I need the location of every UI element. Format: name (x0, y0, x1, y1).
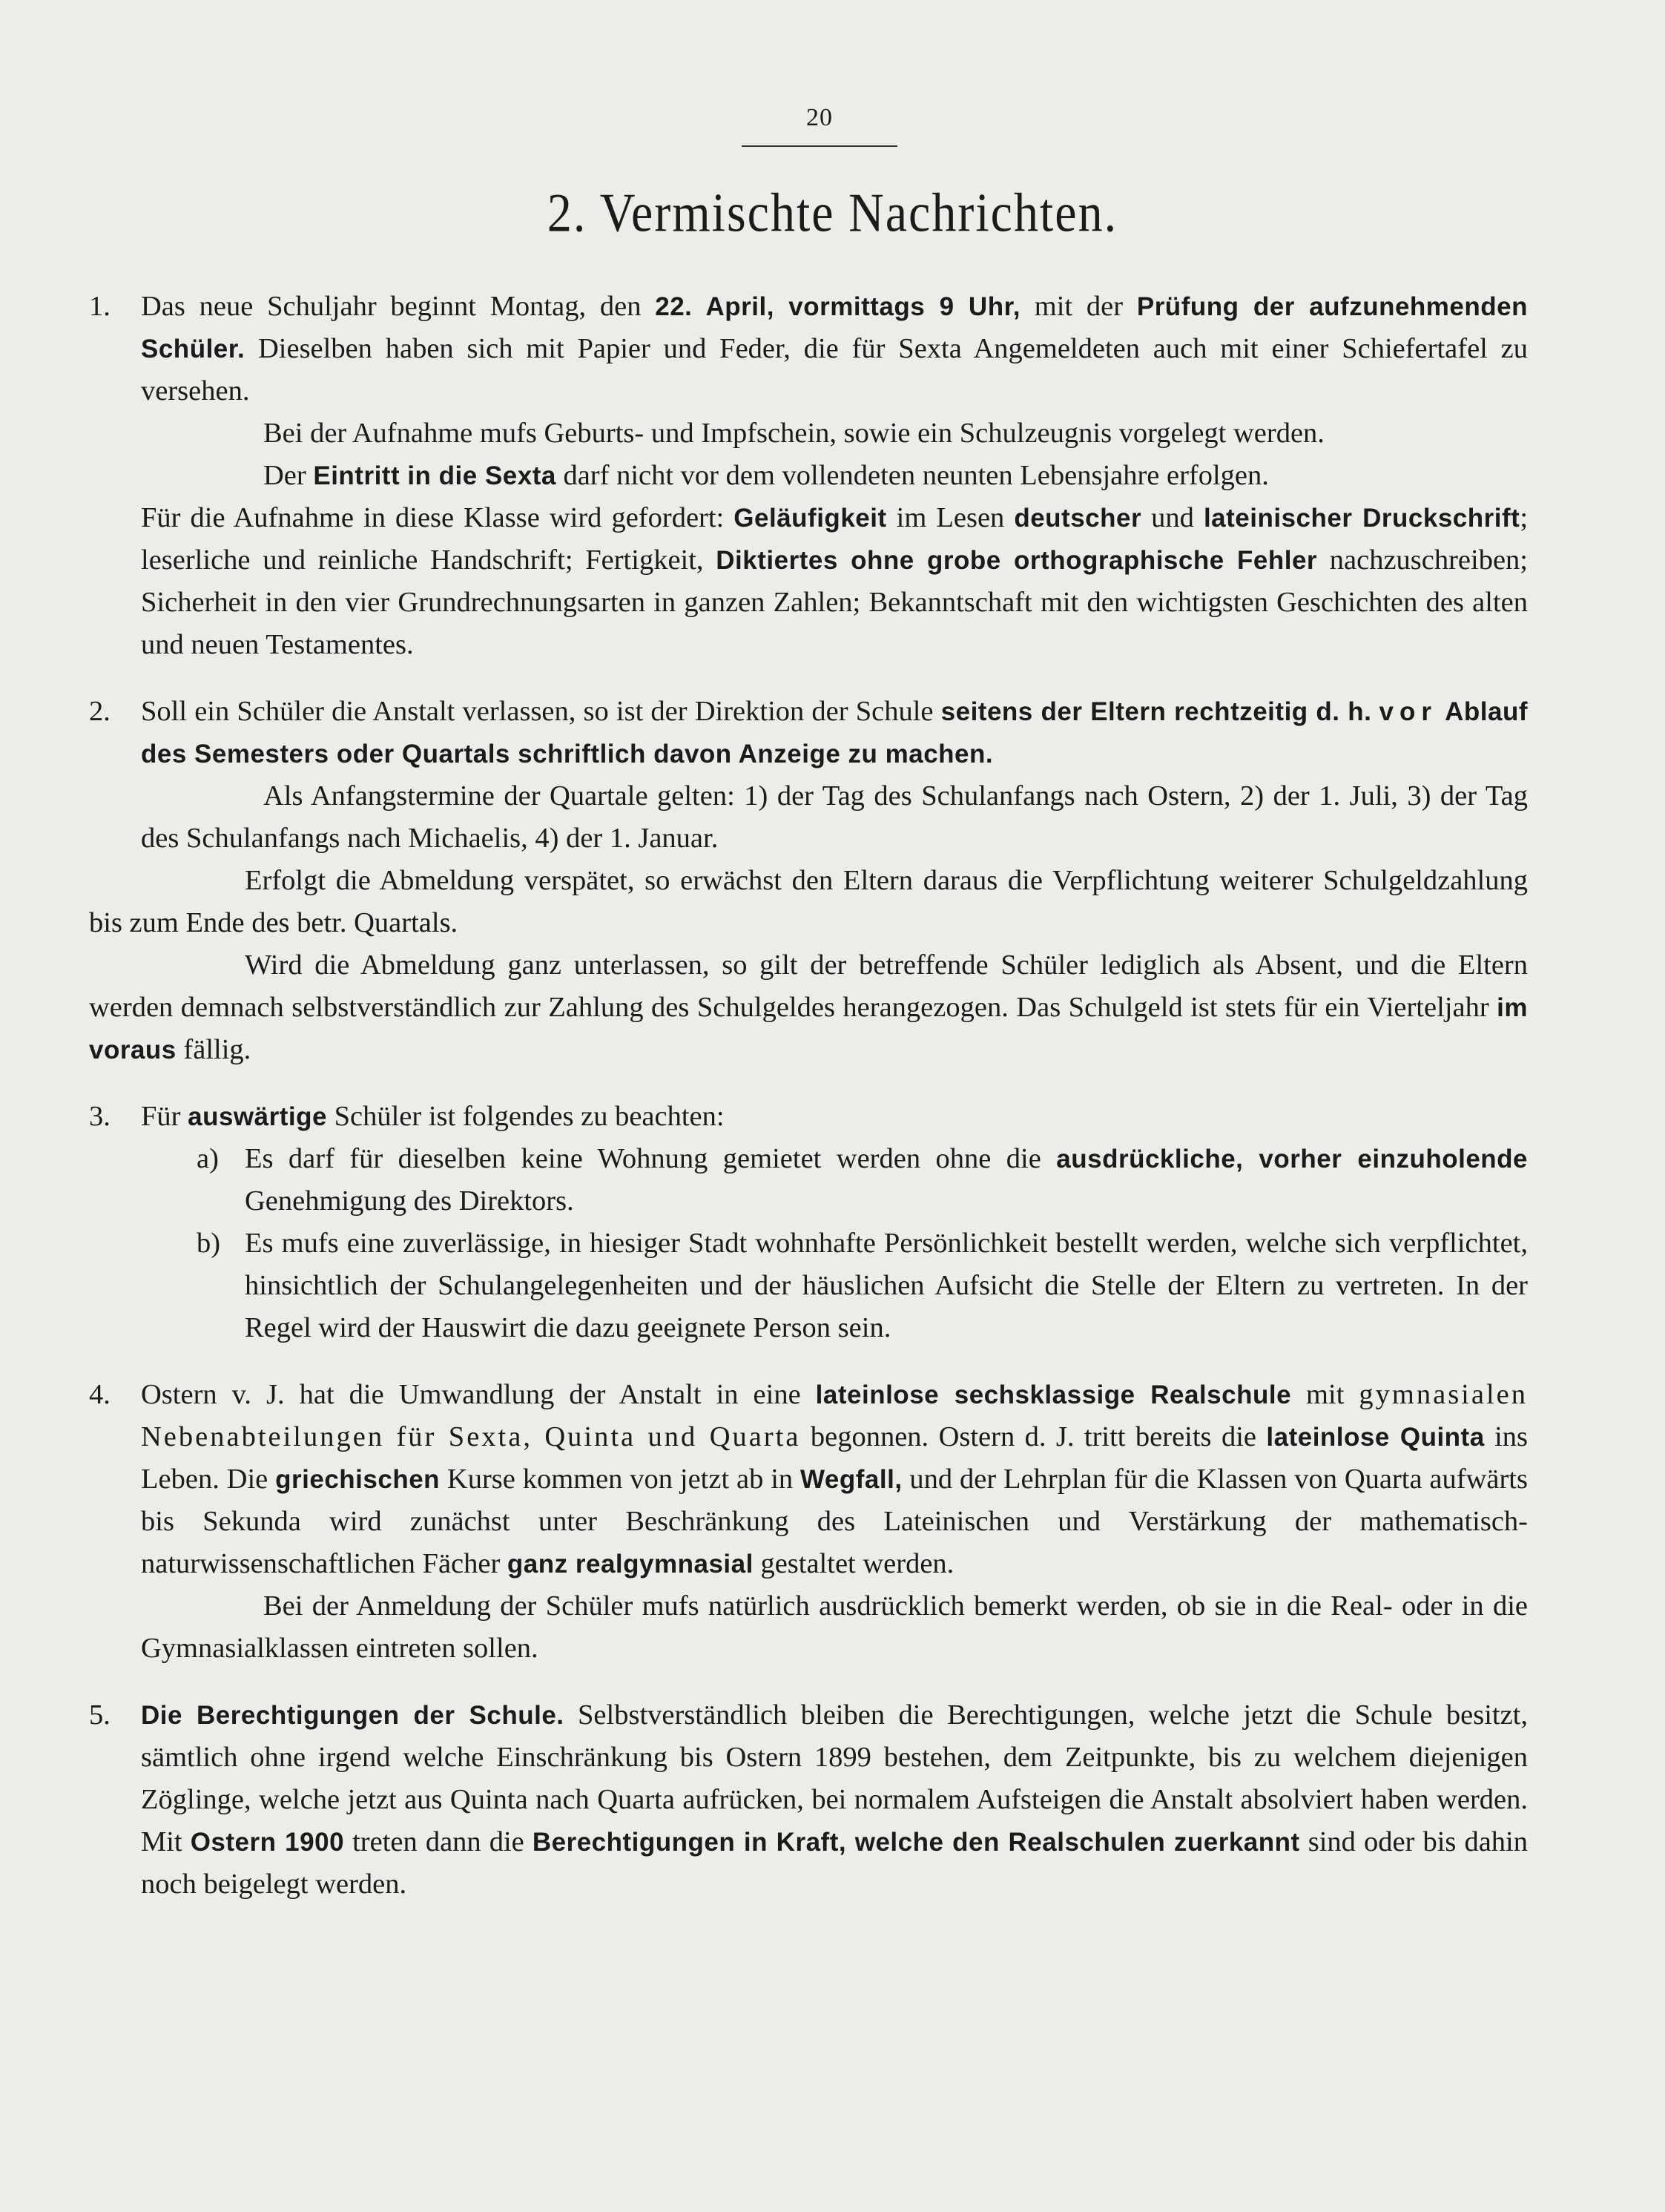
section-4-paragraph-1: Ostern v. J. hat die Umwandlung der Anstalt in eine lateinlose sechsklassige Realschule mit gymnasialen Nebenabteilungen für Sexta, Quinta und Quarta begonnen. Ostern d. J. tritt bereits die lateinlose Quinta ins Leben. Die griechischen Kurse kommen von jetzt ab in Wegfall, und der Lehrplan für die Klassen von Quarta aufwärts bis Sekunda wird zunächst unter Beschränkung des Lateinischen und Verstärkung der mathematisch-naturwissenschaftlichen Fächer ganz realgymnasial gestaltet werden. (141, 1379, 1529, 1579)
section-5-paragraph-1: Die Berechtigungen der Schule. Selbstverständlich bleiben die Berechtigungen, welche jetzt die Schule besitzt, sämtlich ohne irgend welche Einschränkung bis Ostern 1899 bestehen, dem Zeitpunkte, bis zu welchem diejenigen Zöglinge, welche jetzt aus Quinta nach Quarta aufrücken, bei normalem Aufsteigen die Anstalt absolviert haben werden. Mit Ostern 1900 treten dann die Berechtigungen in Kraft, welche den Realschulen zuerkannt sind oder bis dahin noch beigelegt werden. (141, 1699, 1529, 1900)
section-3-item-a-label: a) (197, 1143, 219, 1174)
page-number: 20 (806, 104, 833, 131)
page-number-rule (742, 145, 897, 147)
section-2-number: 2. (89, 696, 111, 727)
section-3-number: 3. (89, 1101, 111, 1132)
section-2-paragraph-1: Soll ein Schüler die Anstalt verlassen, so ist der Direktion der Schule seitens der Eltern rechtzeitig d. h. vor Ablauf des Semesters oder Quartals schriftlich davon Anzeige zu machen. (141, 696, 1528, 768)
section-4-paragraph-2: Bei der Anmeldung der Schüler mufs natürlich ausdrücklich bemerkt werden, ob sie in die Real- oder in die Gymnasialklassen eintreten sollen. (141, 1590, 1528, 1664)
section-1-number: 1. (89, 291, 111, 322)
section-3-item-b: b) Es mufs eine zuverlässige, in hiesiger Stadt wohnhafte Persönlichkeit bestellt werden, welche sich verpflichtet, hinsichtlich der Schulangelegenheiten und der häuslichen Aufsicht die Stelle der Eltern zu vertreten. In der Regel wird der Hauswirt die dazu geeignete Person sein. (197, 1222, 1528, 1349)
section-2 (89, 691, 1528, 775)
section-3-item-b-label: b) (197, 1228, 221, 1259)
section-1-paragraph-2: Bei der Aufnahme mufs Geburts- und Impfschein, sowie ein Schulzeugnis vorgelegt werden. (263, 418, 1325, 449)
section-1-paragraph-4: Für die Aufnahme in diese Klasse wird gefordert: Geläufigkeit im Lesen deutscher und lateinischer Druckschrift; leserliche und reinliche Handschrift; Fertigkeit, Diktiertes ohne grobe orthographische Fehler nachzuschreiben; Sicherheit in den vier Grundrechnungsarten in ganzen Zahlen; Bekanntschaft mit den wichtigsten Geschichten des alten und neuen Testamentes. (141, 502, 1529, 660)
section-3-item-a: a) Es darf für dieselben keine Wohnung gemietet werden ohne die ausdrückliche, vorher einzuholende Genehmigung des Direktors. (197, 1138, 1528, 1222)
section-3-paragraph-1: Für auswärtige Schüler ist folgendes zu beachten: (141, 1101, 725, 1132)
document-body (89, 286, 1528, 1906)
section-1-paragraph-3: Der Eintritt in die Sexta darf nicht vor dem vollendeten neunten Lebensjahre erfolgen. (263, 460, 1269, 491)
section-1 (89, 286, 1528, 412)
section-5-number: 5. (89, 1699, 111, 1731)
section-title: 2. Vermischte Nachrichten. (547, 182, 1118, 244)
section-5 (89, 1694, 1528, 1906)
section-1-paragraph-1: Das neue Schuljahr beginnt Montag, den 22. April, vormittags 9 Uhr, mit der Prüfung der aufzunehmenden Schüler. Dieselben haben sich mit Papier und Feder, die für Sexta Angemeldeten auch mit einer Schiefertafel zu versehen. (141, 291, 1528, 406)
section-4 (89, 1374, 1528, 1670)
section-3 (89, 1096, 1528, 1138)
section-4-number: 4. (89, 1379, 111, 1410)
section-2-paragraph-3: Erfolgt die Abmeldung verspätet, so erwächst den Eltern daraus die Verpflichtung weiterer Schulgeldzahlung bis zum Ende des betr. Quartals. (89, 865, 1528, 938)
section-2-paragraph-4: Wird die Abmeldung ganz unterlassen, so gilt der betreffende Schüler lediglich als Absent, und die Eltern werden demnach selbstverständlich zur Zahlung des Schulgeldes herangezogen. Das Schulgeld ist stets für ein Vierteljahr im voraus fällig. (89, 949, 1528, 1065)
section-2-paragraph-2: Als Anfangstermine der Quartale gelten: 1) der Tag des Schulanfangs nach Ostern, 2) der 1. Juli, 3) der Tag des Schulanfangs nach Michaelis, 4) der 1. Januar. (141, 780, 1528, 854)
